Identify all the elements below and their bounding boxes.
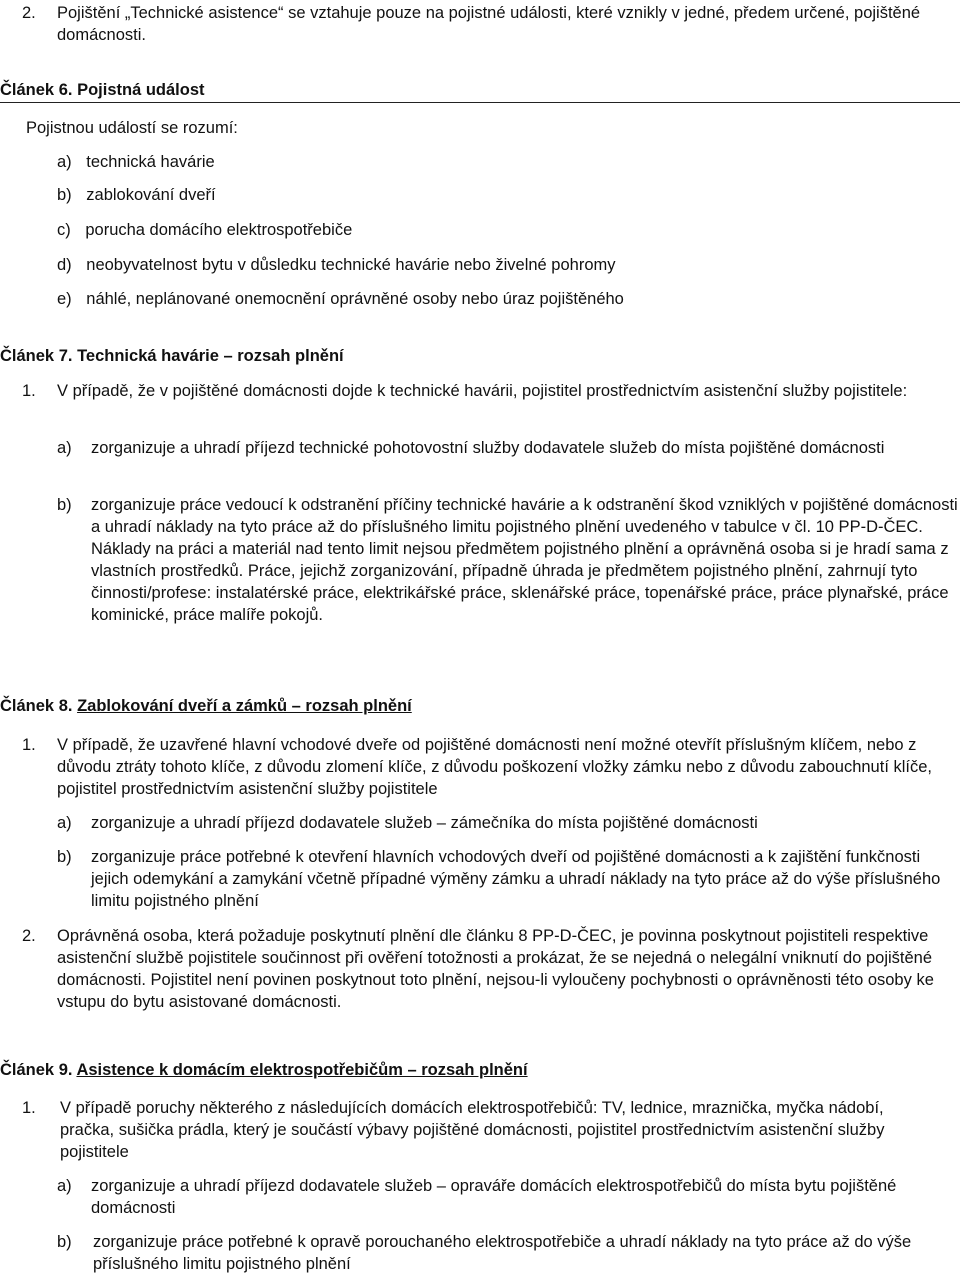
article-7-item-a: a) zorganizuje a uhradí příjezd technické pohotovostní služby dodavatele služeb do místa pojištěné domácnosti	[57, 439, 885, 457]
clause-number: 2.	[22, 4, 36, 22]
article-6-heading	[0, 79, 205, 101]
clause-2	[22, 2, 952, 46]
article-8-paragraph-1: 1. V případě, že uzavřené hlavní vchodové dveře od pojištěné domácnosti není možné otevřít příslušným klíčem, nebo z důvodu ztráty tohoto klíče, z důvodu zlomení klíče, z důvodu poškození vložky zámku nebo z důvodu zabouchnutí klíče, pojistitel prostřednictvím asistenční služby pojistitele	[22, 736, 932, 798]
article-prefix: Článek 8.	[0, 697, 73, 715]
section-rule	[0, 102, 960, 103]
list-item: e) náhlé, neplánované onemocnění oprávněné osoby nebo úraz pojištěného	[57, 290, 624, 308]
article-title: Asistence k domácím elektrospotřebičům – rozsah plnění	[76, 1061, 528, 1079]
article-9-paragraph-1: 1. V případě poruchy některého z následujících domácích elektrospotřebičů: TV, lednice, mraznička, myčka nádobí, pračka, sušička prádla, který je součástí výbavy pojištěné domácnosti, pojistitel prostřednictvím asistenční služby pojistitele	[22, 1099, 885, 1161]
article-title: Zablokování dveří a zámků – rozsah plnění	[77, 697, 412, 715]
list-item: a) technická havárie	[57, 153, 215, 171]
article-9-heading	[0, 1059, 528, 1081]
article-8-item-b: b) zorganizuje práce potřebné k otevření hlavních vchodových dveří od pojištěné domácnosti a k zajištění funkčnosti jejich odemykání a zamykání včetně případné výměny zámku a uhradí náklady na tyto práce až do výše příslušného limitu pojistného plnění	[57, 848, 941, 910]
article-title: Pojistná událost	[77, 81, 205, 99]
article-9-item-b: b) zorganizuje práce potřebné k opravě porouchaného elektrospotřebiče a uhradí náklady na tyto práce až do výše příslušného limitu pojistného plnění	[57, 1233, 912, 1273]
article-8-heading	[0, 695, 412, 717]
article-7-item-b: b) zorganizuje práce vedoucí k odstranění příčiny technické havárie a k odstranění škod vzniklých v pojištěné domácnosti a uhradí náklady na tyto práce až do příslušného limitu pojistného plnění uvedeného v tabulce v čl. 10 PP-D-ČEC. Náklady na práci a materiál nad tento limit nejsou předmětem pojistného plnění a oprávněná osoba si je hradí sama z vlastních prostředků. Práce, jejichž zorganizování, případně úhrada je předmětem pojistného plnění, zahrnují tyto činnosti/profese: instalatérské práce, elektrikářské práce, sklenářské práce, topenářské práce, práce plynařské, práce kominické, práce malíře pokojů.	[57, 496, 958, 624]
article-prefix: Článek 6.	[0, 81, 73, 99]
list-item: b) zablokování dveří	[57, 186, 216, 204]
article-8-item-a: a) zorganizuje a uhradí příjezd dodavatele služeb – zámečníka do místa pojištěné domácnosti	[57, 814, 758, 832]
article-7-paragraph-1: 1. V případě, že v pojištěné domácnosti dojde k technické havárii, pojistitel prostřednictvím asistenční služby pojistitele:	[22, 382, 908, 400]
article-prefix: Článek 7.	[0, 347, 73, 365]
article-8-paragraph-2: 2. Oprávněná osoba, která požaduje poskytnutí plnění dle článku 8 PP-D-ČEC, je povinna poskytnout pojistiteli respektive asistenční službě pojistitele součinnost při ověření totožnosti a prokázat, že se nejedná o nelegální vniknutí do pojištěné domácnosti. Pojistitel není povinen poskytnout toto plnění, nejsou-li vyloučeny pochybnosti o oprávněnosti této osoby ke vstupu do bytu asistované domácnosti.	[22, 927, 934, 1011]
article-title: Technická havárie – rozsah plnění	[77, 347, 344, 365]
article-7-heading	[0, 345, 344, 367]
clause-text: Pojištění „Technické asistence“ se vztahuje pouze na pojistné události, které vznikly v jedné, předem určené, pojištěné domácnosti.	[57, 4, 921, 44]
list-item: c) porucha domácího elektrospotřebiče	[57, 221, 353, 239]
article-prefix: Článek 9.	[0, 1061, 73, 1079]
article-9-item-a: a) zorganizuje a uhradí příjezd dodavatele služeb – opraváře domácích elektrospotřebičů do místa bytu pojištěné domácnosti	[57, 1177, 897, 1217]
list-item: d) neobyvatelnost bytu v důsledku technické havárie nebo živelné pohromy	[57, 256, 616, 274]
article-6-intro: Pojistnou událostí se rozumí:	[26, 119, 238, 137]
